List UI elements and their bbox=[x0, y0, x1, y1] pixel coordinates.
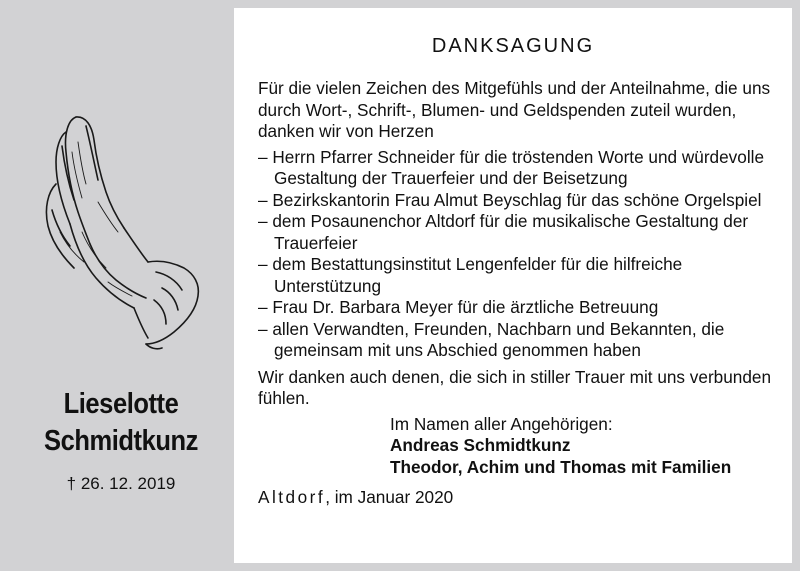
main-panel bbox=[234, 8, 792, 563]
place-date-line bbox=[258, 487, 788, 509]
thanks-item: – Bezirkskantorin Frau Almut Beyschlag für das schöne Orgelspiel bbox=[258, 190, 788, 212]
thanks-list bbox=[258, 147, 788, 362]
thanks-item: – dem Posaunenchor Altdorf für die musikalische Gestaltung der Trauerfeier bbox=[258, 211, 788, 254]
notice-date: , im Januar 2020 bbox=[325, 487, 454, 507]
thanks-item: – Frau Dr. Barbara Meyer für die ärztliche Betreuung bbox=[258, 297, 788, 319]
signature-intro: Im Namen aller Angehörigen: bbox=[390, 413, 613, 434]
notice-body bbox=[258, 78, 788, 509]
deceased-name bbox=[22, 386, 221, 460]
notice-title: DANKSAGUNG bbox=[431, 35, 595, 57]
thanks-item: – dem Bestattungsinstitut Lengenfelder für die hilfreiche Unterstützung bbox=[258, 254, 788, 297]
signature-block bbox=[390, 414, 788, 479]
place-name: Altdorf bbox=[258, 487, 326, 507]
signatory: Andreas Schmidtkunz bbox=[390, 435, 571, 455]
thanks-item: – Herrn Pfarrer Schneider für die tröstenden Worte und würdevolle Gestaltung der Trauerfeier und der Beisetzung bbox=[258, 147, 788, 190]
praying-hands-icon bbox=[38, 112, 208, 352]
deceased-last-name: Schmidtkunz bbox=[44, 425, 198, 457]
deceased-first-name: Lieselotte bbox=[63, 388, 179, 420]
thanks-item: – allen Verwandten, Freunden, Nachbarn und Bekannten, die gemeinsam mit uns Abschied genommen haben bbox=[258, 319, 788, 362]
left-panel bbox=[8, 8, 234, 563]
death-date: † 26. 12. 2019 bbox=[66, 474, 176, 493]
signatory: Theodor, Achim und Thomas mit Familien bbox=[390, 456, 732, 477]
closing-paragraph: Wir danken auch denen, die sich in stiller Trauer mit uns verbunden fühlen. bbox=[258, 366, 772, 408]
intro-paragraph: Für die vielen Zeichen des Mitgefühls und der Anteilnahme, die uns durch Wort-, Schrift-, Blumen- und Geldspenden zuteil wurden, danken wir von Herzen bbox=[258, 78, 771, 141]
